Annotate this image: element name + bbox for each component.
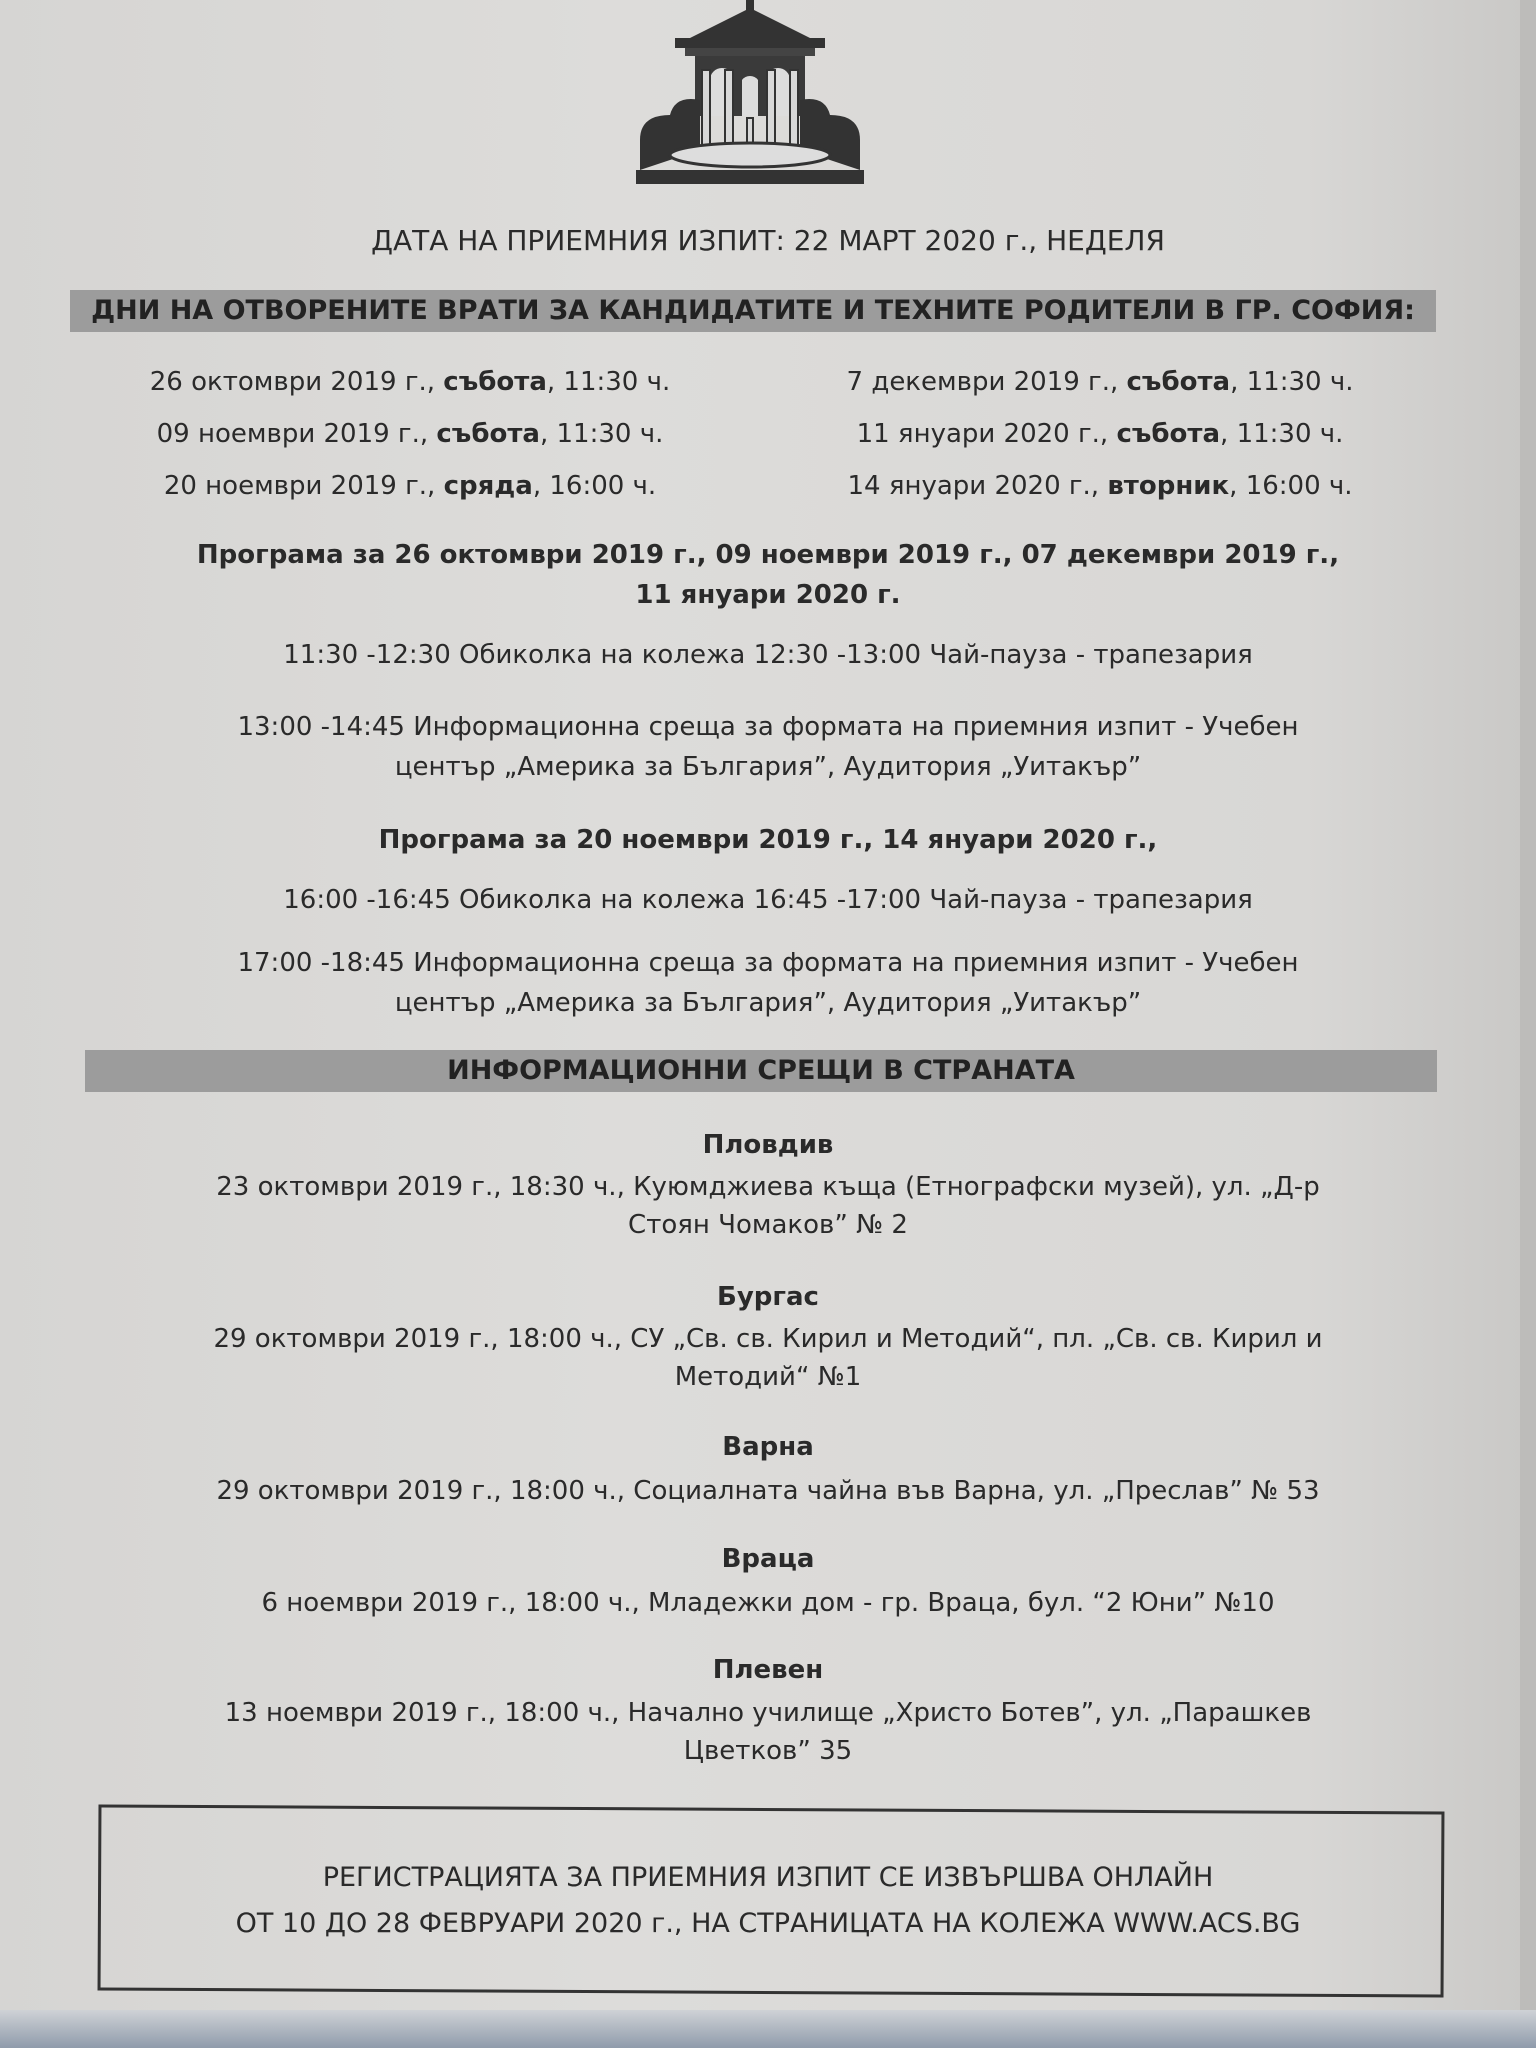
program1-item: 13:00 -14:45 Информационна среща за формата на приемния изпит - Учебен bbox=[237, 712, 1299, 742]
meeting-details-cont: Стоян Чомаков” № 2 bbox=[628, 1210, 908, 1240]
program2-item-cont: център „Америка за България”, Аудитория „Уитакър” bbox=[394, 988, 1142, 1018]
meeting-city: Варна bbox=[722, 1432, 814, 1462]
program1-heading-cont: 11 януари 2020 г. bbox=[635, 580, 901, 610]
open-day-item bbox=[790, 367, 1410, 397]
meeting-details-cont: Методий“ №1 bbox=[674, 1362, 862, 1392]
weekday: събота bbox=[443, 367, 547, 397]
program1-item-cont: център „Америка за България”, Аудитория „Уитакър” bbox=[394, 752, 1142, 782]
time: , 11:30 ч. bbox=[546, 367, 671, 397]
open-days-heading: ДНИ НА ОТВОРЕНИТЕ ВРАТИ ЗА КАНДИДАТИТЕ И ТЕХНИТЕ РОДИТЕЛИ В ГР. СОФИЯ: bbox=[70, 290, 1436, 332]
program1-heading: Програма за 26 октомври 2019 г., 09 ноември 2019 г., 07 декември 2019 г., bbox=[196, 540, 1340, 570]
meeting-details-cont: Цветков” 35 bbox=[683, 1736, 853, 1766]
open-day-item bbox=[790, 471, 1410, 501]
time: , 16:00 ч. bbox=[532, 471, 657, 501]
meeting-city: Плевен bbox=[712, 1655, 824, 1685]
open-day-item bbox=[100, 419, 720, 449]
time: , 11:30 ч. bbox=[1230, 367, 1354, 397]
weekday: събота bbox=[1116, 419, 1221, 449]
meeting-details: 29 октомври 2019 г., 18:00 ч., Социалната чайна във Варна, ул. „Преслав” № 53 bbox=[216, 1476, 1320, 1506]
program2-item: 16:00 -16:45 Обиколка на колежа 16:45 -17:00 Чай-пауза - трапезария bbox=[283, 885, 1253, 915]
meeting-details: 29 октомври 2019 г., 18:00 ч., СУ „Св. св. Кирил и Методий“, пл. „Св. св. Кирил и bbox=[213, 1324, 1323, 1354]
college-logo-icon bbox=[630, 0, 870, 185]
meeting-details: 23 октомври 2019 г., 18:30 ч., Куюмджиева къща (Етнографски музей), ул. „Д-р bbox=[216, 1172, 1320, 1202]
registration-text: РЕГИСТРАЦИЯТА ЗА ПРИЕМНИЯ ИЗПИТ СЕ ИЗВЪРШВА ОНЛАЙН bbox=[322, 1862, 1214, 1893]
meeting-details: 6 ноември 2019 г., 18:00 ч., Младежки дом - гр. Враца, бул. “2 Юни” №10 bbox=[261, 1588, 1275, 1618]
date: 7 декември 2019 г., bbox=[846, 367, 1127, 397]
date: 09 ноември 2019 г., bbox=[156, 419, 437, 449]
program2-heading: Програма за 20 ноември 2019 г., 14 януари 2020 г., bbox=[378, 825, 1158, 855]
date: 26 октомври 2019 г., bbox=[149, 367, 444, 397]
meeting-city: Бургас bbox=[717, 1282, 819, 1312]
program1-item: 11:30 -12:30 Обиколка на колежа 12:30 -13:00 Чай-пауза - трапезария bbox=[283, 640, 1253, 670]
meeting-details: 13 ноември 2019 г., 18:00 ч., Начално училище „Христо Ботев”, ул. „Парашкев bbox=[224, 1698, 1312, 1728]
time: , 11:30 ч. bbox=[539, 419, 664, 449]
registration-text-cont: ОТ 10 ДО 28 ФЕВРУАРИ 2020 г., НА СТРАНИЦАТА НА КОЛЕЖА WWW.ACS.BG bbox=[235, 1908, 1301, 1939]
exam-date: ДАТА НА ПРИЕМНИЯ ИЗПИТ: 22 МАРТ 2020 г., НЕДЕЛЯ bbox=[371, 224, 1165, 257]
date: 11 януари 2020 г., bbox=[856, 419, 1117, 449]
date: 14 януари 2020 г., bbox=[847, 471, 1108, 501]
background-strip bbox=[0, 2010, 1536, 2048]
meetings-heading: ИНФОРМАЦИОННИ СРЕЩИ В СТРАНАТА bbox=[85, 1050, 1437, 1092]
date: 20 ноември 2019 г., bbox=[163, 471, 444, 501]
open-day-item bbox=[100, 367, 720, 397]
open-day-item bbox=[790, 419, 1410, 449]
program2-item: 17:00 -18:45 Информационна среща за формата на приемния изпит - Учебен bbox=[237, 948, 1299, 978]
meeting-city: Враца bbox=[721, 1544, 815, 1574]
weekday: събота bbox=[1126, 367, 1231, 397]
time: , 16:00 ч. bbox=[1229, 471, 1353, 501]
registration-box bbox=[98, 1804, 1445, 1997]
weekday: сряда bbox=[443, 471, 533, 501]
time: , 11:30 ч. bbox=[1220, 419, 1344, 449]
open-day-item bbox=[100, 471, 720, 501]
weekday: събота bbox=[436, 419, 540, 449]
meeting-city: Пловдив bbox=[702, 1130, 834, 1160]
weekday: вторник bbox=[1107, 471, 1230, 501]
